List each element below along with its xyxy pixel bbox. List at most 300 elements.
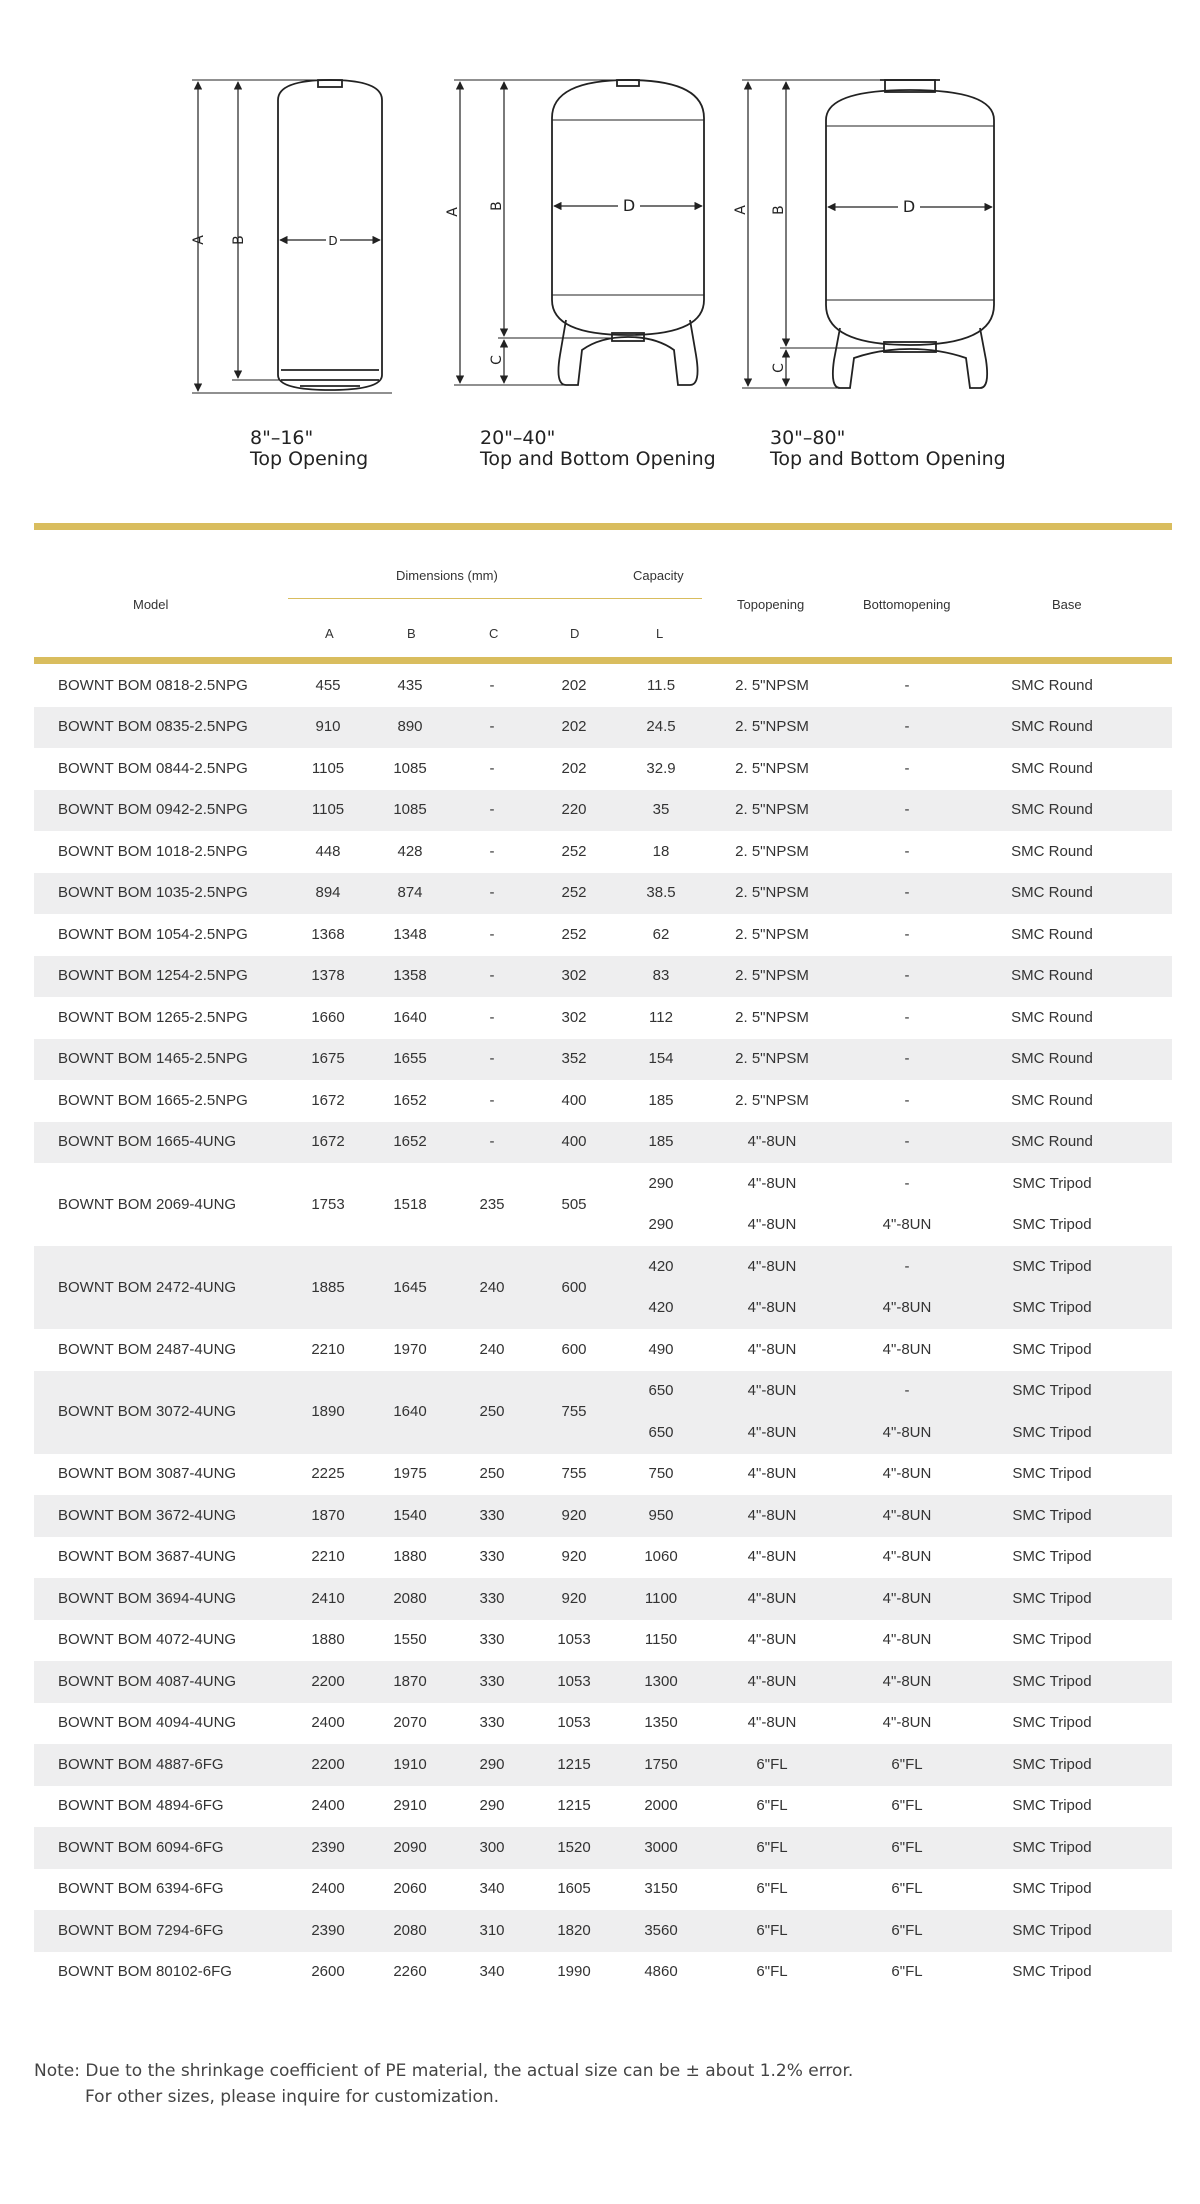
cell-c: 240	[479, 1340, 505, 1358]
cell-d: 755	[561, 1403, 587, 1420]
cell-a: 2390	[311, 1838, 345, 1856]
cell-bottomopening: 4"-8UN	[882, 1506, 932, 1524]
cell-model: BOWNT BOM 1265-2.5NPG	[58, 1008, 248, 1026]
cell-model: BOWNT BOM 6094-6FG	[58, 1838, 224, 1856]
cell-capacity: 62	[652, 925, 670, 943]
cell-d: 1215	[557, 1797, 591, 1815]
tank-top-opening-drawing	[192, 80, 392, 393]
cell-capacity: 3150	[644, 1880, 678, 1898]
cell-bottomopening: 4"-8UN	[882, 1672, 932, 1690]
caption-opening: Top and Bottom Opening	[770, 448, 1006, 470]
cell-model: BOWNT BOM 3694-4UNG	[58, 1589, 237, 1607]
cell-c: -	[489, 718, 495, 736]
cell-c: 340	[479, 1963, 505, 1981]
table-row	[34, 1952, 1172, 1994]
cell-b: 428	[397, 842, 423, 860]
cell-b: 1540	[393, 1506, 427, 1524]
cell-model: BOWNT BOM 0844-2.5NPG	[58, 759, 248, 777]
cell-capacity: 950	[648, 1506, 674, 1524]
cell-capacity: 650	[648, 1423, 674, 1441]
cell-d: 755	[561, 1465, 587, 1483]
header-group-divider	[288, 598, 702, 599]
caption-size: 8"–16"	[250, 427, 314, 449]
table-row	[34, 748, 1172, 790]
cell-model: BOWNT BOM 4094-4UNG	[58, 1714, 237, 1732]
cell-bottomopening: -	[904, 967, 910, 985]
cell-base: SMC Tripod	[1012, 1216, 1092, 1234]
cell-topopening: 4"-8UN	[747, 1465, 797, 1483]
cell-a: 2200	[311, 1672, 345, 1690]
cell-topopening: 4"-8UN	[747, 1506, 797, 1524]
cell-topopening: 2. 5"NPSM	[735, 1091, 809, 1109]
cell-c: 330	[479, 1589, 505, 1607]
cell-model: BOWNT BOM 0942-2.5NPG	[58, 801, 248, 819]
cell-model: BOWNT BOM 4087-4UNG	[58, 1672, 237, 1690]
cell-c: 330	[479, 1548, 505, 1566]
cell-topopening: 2. 5"NPSM	[735, 759, 809, 777]
cell-topopening: 4"-8UN	[747, 1631, 797, 1649]
cell-capacity: 83	[652, 967, 670, 985]
tank-top-bottom-opening-drawing	[454, 80, 704, 385]
cell-a: 455	[315, 676, 341, 694]
header-topopening: Topopening	[737, 597, 805, 612]
cell-topopening: 4"-8UN	[747, 1672, 797, 1690]
cell-d: 600	[561, 1278, 587, 1296]
cell-d: 252	[561, 884, 587, 902]
footnote-line-2: For other sizes, please inquire for customization.	[85, 2087, 500, 2107]
cell-c: 340	[479, 1880, 505, 1898]
cell-c: 235	[479, 1195, 505, 1213]
cell-base: SMC Round	[1011, 842, 1093, 860]
cell-b: 435	[397, 676, 423, 694]
cell-a: 1880	[311, 1631, 345, 1649]
cell-d: 1520	[557, 1838, 591, 1856]
cell-capacity: 290	[648, 1216, 674, 1234]
cell-topopening: 2. 5"NPSM	[735, 884, 809, 902]
cell-bottomopening: 6"FL	[891, 1880, 923, 1898]
header-top-divider	[34, 523, 1172, 530]
cell-bottomopening: -	[904, 842, 910, 860]
cell-topopening: 2. 5"NPSM	[735, 801, 809, 819]
cell-d: 202	[561, 676, 587, 694]
cell-d: 600	[561, 1340, 587, 1358]
cell-a: 2400	[311, 1714, 345, 1732]
cell-topopening: 2. 5"NPSM	[735, 1008, 809, 1026]
cell-b: 1358	[393, 967, 427, 985]
cell-d: 1053	[557, 1714, 591, 1732]
cell-capacity: 185	[648, 1133, 674, 1151]
cell-c: 250	[479, 1403, 505, 1420]
cell-a: 1672	[311, 1091, 345, 1109]
tank-diagrams	[0, 0, 1200, 500]
cell-capacity: 38.5	[646, 884, 676, 902]
cell-base: SMC Tripod	[1012, 1880, 1092, 1898]
cell-bottomopening: 6"FL	[891, 1797, 923, 1815]
cell-capacity: 154	[648, 1050, 674, 1068]
cell-topopening: 2. 5"NPSM	[735, 718, 809, 736]
cell-base: SMC Round	[1011, 718, 1093, 736]
table-row	[34, 997, 1172, 1039]
cell-capacity: 185	[648, 1091, 674, 1109]
cell-a: 2200	[311, 1755, 345, 1773]
cell-d: 1215	[557, 1755, 591, 1773]
cell-model: BOWNT BOM 80102-6FG	[58, 1963, 232, 1981]
cell-topopening: 6"FL	[756, 1797, 788, 1815]
caption-size: 30"–80"	[770, 427, 846, 449]
header-l: L	[656, 626, 664, 641]
cell-capacity: 290	[648, 1174, 674, 1192]
table-row	[34, 1827, 1172, 1869]
cell-model: BOWNT BOM 7294-6FG	[58, 1921, 224, 1939]
cell-base: SMC Round	[1011, 1008, 1093, 1026]
dim-label-a-1: A	[191, 235, 207, 245]
cell-a: 1660	[311, 1008, 345, 1026]
table-row	[34, 1371, 1172, 1454]
cell-d: 352	[561, 1050, 587, 1068]
cell-topopening: 4"-8UN	[747, 1423, 797, 1441]
cell-c: 290	[479, 1797, 505, 1815]
table-row	[34, 1454, 1172, 1496]
cell-model: BOWNT BOM 3687-4UNG	[58, 1548, 237, 1566]
table-row	[34, 665, 1172, 707]
header-capacity: Capacity	[633, 568, 684, 583]
cell-b: 1652	[393, 1133, 427, 1151]
cell-base: SMC Tripod	[1012, 1548, 1092, 1566]
cell-c: 250	[479, 1465, 505, 1483]
footnote	[34, 2058, 853, 2110]
cell-base: SMC Round	[1011, 884, 1093, 902]
cell-c: -	[489, 1050, 495, 1068]
caption-top-bottom-opening	[480, 428, 716, 470]
cell-d: 920	[561, 1548, 587, 1566]
table-row	[34, 1869, 1172, 1911]
cell-d: 252	[561, 842, 587, 860]
cell-capacity: 32.9	[646, 759, 676, 777]
cell-bottomopening: -	[904, 1008, 910, 1026]
cell-base: SMC Tripod	[1012, 1174, 1092, 1192]
dim-label-d-3: D	[902, 197, 916, 216]
dim-label-d-2: D	[622, 196, 636, 215]
table-row	[34, 1910, 1172, 1952]
cell-c: 290	[479, 1755, 505, 1773]
cell-a: 2210	[311, 1340, 345, 1358]
cell-capacity: 2000	[644, 1797, 678, 1815]
cell-bottomopening: -	[904, 925, 910, 943]
table-row	[34, 1163, 1172, 1246]
table-row	[34, 1620, 1172, 1662]
cell-capacity: 1350	[644, 1714, 678, 1732]
cell-model: BOWNT BOM 2069-4UNG	[58, 1195, 237, 1213]
dim-label-c-3: C	[771, 363, 787, 373]
cell-capacity: 4860	[644, 1963, 678, 1981]
table-row	[34, 1039, 1172, 1081]
cell-a: 1753	[311, 1195, 345, 1213]
cell-base: SMC Round	[1011, 676, 1093, 694]
cell-capacity: 490	[648, 1340, 674, 1358]
table-row	[34, 1122, 1172, 1164]
cell-capacity: 1750	[644, 1755, 678, 1773]
cell-bottomopening: 4"-8UN	[882, 1714, 932, 1732]
cell-c: 300	[479, 1838, 505, 1856]
cell-b: 1550	[393, 1631, 427, 1649]
cell-capacity: 35	[652, 801, 670, 819]
cell-model: BOWNT BOM 1665-4UNG	[58, 1133, 237, 1151]
cell-base: SMC Tripod	[1012, 1963, 1092, 1981]
cell-b: 1085	[393, 759, 427, 777]
cell-d: 202	[561, 718, 587, 736]
cell-bottomopening: 4"-8UN	[882, 1465, 932, 1483]
cell-model: BOWNT BOM 2472-4UNG	[58, 1278, 237, 1296]
cell-c: -	[489, 1133, 495, 1151]
cell-c: -	[489, 884, 495, 902]
cell-model: BOWNT BOM 0818-2.5NPG	[58, 676, 248, 694]
cell-base: SMC Tripod	[1012, 1506, 1092, 1524]
cell-topopening: 4"-8UN	[747, 1133, 797, 1151]
cell-bottomopening: 6"FL	[891, 1921, 923, 1939]
cell-topopening: 6"FL	[756, 1755, 788, 1773]
cell-topopening: 2. 5"NPSM	[735, 925, 809, 943]
cell-d: 220	[561, 801, 587, 819]
cell-d: 1053	[557, 1631, 591, 1649]
cell-topopening: 2. 5"NPSM	[735, 1050, 809, 1068]
cell-capacity: 18	[652, 842, 670, 860]
header-a: A	[325, 626, 334, 641]
dim-label-d-1: D	[328, 234, 338, 248]
cell-capacity: 750	[648, 1465, 674, 1483]
table-row	[34, 1246, 1172, 1329]
cell-base: SMC Tripod	[1012, 1465, 1092, 1483]
cell-d: 920	[561, 1506, 587, 1524]
cell-a: 1885	[311, 1278, 345, 1296]
cell-a: 1672	[311, 1133, 345, 1151]
cell-bottomopening: 6"FL	[891, 1838, 923, 1856]
cell-topopening: 2. 5"NPSM	[735, 842, 809, 860]
cell-topopening: 6"FL	[756, 1921, 788, 1939]
tank-top-bottom-opening-large-drawing	[742, 80, 994, 388]
cell-a: 1675	[311, 1050, 345, 1068]
table-row	[34, 1578, 1172, 1620]
cell-a: 1105	[311, 801, 345, 819]
cell-bottomopening: 4"-8UN	[882, 1216, 932, 1234]
table-row	[34, 1744, 1172, 1786]
cell-d: 252	[561, 925, 587, 943]
table-row	[34, 831, 1172, 873]
cell-capacity: 1150	[644, 1631, 678, 1649]
cell-topopening: 4"-8UN	[747, 1216, 797, 1234]
cell-a: 2600	[311, 1963, 345, 1981]
table-row	[34, 1661, 1172, 1703]
cell-topopening: 4"-8UN	[747, 1174, 797, 1192]
dim-label-a-2: A	[445, 207, 461, 217]
cell-capacity: 112	[649, 1008, 673, 1026]
header-base: Base	[1052, 597, 1082, 612]
cell-bottomopening: -	[904, 1091, 910, 1109]
table-row	[34, 1703, 1172, 1745]
cell-bottomopening: -	[904, 676, 910, 694]
cell-b: 1970	[393, 1340, 427, 1358]
cell-d: 1990	[557, 1963, 591, 1981]
table-row	[34, 914, 1172, 956]
cell-capacity: 24.5	[646, 718, 676, 736]
cell-base: SMC Tripod	[1012, 1797, 1092, 1815]
spec-table-body	[34, 665, 1172, 1993]
cell-bottomopening: 4"-8UN	[882, 1589, 932, 1607]
cell-a: 2225	[311, 1465, 345, 1483]
header-bottom-divider	[34, 657, 1172, 664]
caption-opening: Top Opening	[250, 448, 369, 470]
cell-capacity: 420	[648, 1299, 674, 1317]
cell-b: 2070	[393, 1714, 427, 1732]
cell-model: BOWNT BOM 4072-4UNG	[58, 1631, 237, 1649]
cell-model: BOWNT BOM 0835-2.5NPG	[58, 718, 248, 736]
cell-a: 1368	[311, 925, 345, 943]
cell-c: -	[489, 801, 495, 819]
cell-bottomopening: -	[904, 759, 910, 777]
cell-base: SMC Tripod	[1012, 1257, 1092, 1275]
table-row	[34, 1786, 1172, 1828]
cell-b: 874	[397, 884, 423, 902]
cell-a: 1378	[311, 967, 345, 985]
cell-model: BOWNT BOM 1665-2.5NPG	[58, 1091, 248, 1109]
cell-bottomopening: 6"FL	[891, 1755, 923, 1773]
cell-b: 1870	[393, 1672, 427, 1690]
footnote-line-1: Note: Due to the shrinkage coefficient of PE material, the actual size can be ± about 1.2% error.	[34, 2061, 854, 2081]
cell-b: 1348	[393, 925, 427, 943]
cell-base: SMC Tripod	[1012, 1631, 1092, 1649]
cell-a: 2400	[311, 1880, 345, 1898]
cell-model: BOWNT BOM 3087-4UNG	[58, 1465, 237, 1483]
cell-d: 1605	[557, 1880, 591, 1898]
table-row	[34, 790, 1172, 832]
cell-base: SMC Tripod	[1012, 1838, 1092, 1856]
cell-a: 2390	[311, 1921, 345, 1939]
cell-model: BOWNT BOM 1254-2.5NPG	[58, 967, 248, 985]
cell-a: 1890	[311, 1403, 345, 1420]
dim-label-a-3: A	[733, 205, 749, 215]
header-dimensions: Dimensions (mm)	[396, 568, 498, 583]
cell-b: 1640	[393, 1008, 427, 1026]
cell-a: 2210	[311, 1548, 345, 1566]
cell-model: BOWNT BOM 1465-2.5NPG	[58, 1050, 248, 1068]
caption-top-bottom-opening-large	[770, 428, 1006, 470]
cell-b: 2260	[393, 1963, 427, 1981]
cell-bottomopening: 4"-8UN	[882, 1299, 932, 1317]
cell-a: 1105	[311, 759, 345, 777]
header-d: D	[570, 626, 580, 641]
cell-base: SMC Round	[1011, 1050, 1093, 1068]
header-bottomopening: Bottomopening	[863, 597, 951, 612]
cell-base: SMC Round	[1011, 1133, 1093, 1151]
cell-c: -	[489, 967, 495, 985]
caption-top-opening	[250, 428, 368, 470]
cell-b: 1645	[393, 1278, 427, 1296]
cell-capacity: 3560	[644, 1921, 678, 1939]
cell-b: 2090	[393, 1838, 427, 1856]
cell-bottomopening: -	[904, 1382, 910, 1400]
cell-model: BOWNT BOM 1054-2.5NPG	[58, 925, 248, 943]
table-row	[34, 707, 1172, 749]
table-row	[34, 1537, 1172, 1579]
cell-topopening: 2. 5"NPSM	[735, 967, 809, 985]
cell-b: 1085	[393, 801, 427, 819]
caption-opening: Top and Bottom Opening	[480, 448, 716, 470]
cell-d: 505	[561, 1195, 587, 1213]
header-model: Model	[133, 597, 169, 612]
cell-capacity: 420	[648, 1257, 674, 1275]
cell-c: -	[489, 1008, 495, 1026]
cell-model: BOWNT BOM 3072-4UNG	[58, 1403, 237, 1420]
cell-bottomopening: 6"FL	[891, 1963, 923, 1981]
cell-d: 1820	[557, 1921, 591, 1939]
cell-b: 2080	[393, 1921, 427, 1939]
cell-d: 400	[561, 1091, 587, 1109]
cell-model: BOWNT BOM 4894-6FG	[58, 1797, 224, 1815]
table-row	[34, 1329, 1172, 1371]
dim-label-b-3: B	[771, 205, 787, 215]
cell-topopening: 4"-8UN	[747, 1299, 797, 1317]
cell-base: SMC Tripod	[1012, 1755, 1092, 1773]
dim-label-b-2: B	[489, 201, 505, 211]
cell-b: 1880	[393, 1548, 427, 1566]
cell-c: -	[489, 676, 495, 694]
cell-model: BOWNT BOM 1018-2.5NPG	[58, 842, 248, 860]
table-row	[34, 1080, 1172, 1122]
cell-topopening: 4"-8UN	[747, 1714, 797, 1732]
cell-b: 2910	[393, 1797, 427, 1815]
cell-topopening: 6"FL	[756, 1963, 788, 1981]
cell-bottomopening: -	[904, 1257, 910, 1275]
cell-capacity: 11.5	[646, 676, 676, 694]
cell-a: 2410	[311, 1589, 345, 1607]
dim-label-c-2: C	[489, 355, 505, 365]
cell-bottomopening: 4"-8UN	[882, 1423, 932, 1441]
cell-bottomopening: 4"-8UN	[882, 1548, 932, 1566]
cell-topopening: 4"-8UN	[747, 1382, 797, 1400]
cell-c: 330	[479, 1672, 505, 1690]
cell-c: -	[489, 925, 495, 943]
cell-base: SMC Round	[1011, 925, 1093, 943]
cell-d: 302	[561, 967, 587, 985]
cell-base: SMC Tripod	[1012, 1423, 1092, 1441]
cell-a: 910	[315, 718, 341, 736]
cell-c: 330	[479, 1506, 505, 1524]
cell-bottomopening: 4"-8UN	[882, 1340, 932, 1358]
cell-base: SMC Tripod	[1012, 1382, 1092, 1400]
cell-base: SMC Round	[1011, 1091, 1093, 1109]
cell-base: SMC Round	[1011, 759, 1093, 777]
cell-d: 400	[561, 1133, 587, 1151]
cell-capacity: 1300	[644, 1672, 678, 1690]
table-row	[34, 873, 1172, 915]
cell-a: 894	[315, 884, 341, 902]
cell-topopening: 4"-8UN	[747, 1340, 797, 1358]
cell-base: SMC Tripod	[1012, 1714, 1092, 1732]
cell-c: 240	[479, 1278, 505, 1296]
cell-c: 330	[479, 1714, 505, 1732]
cell-topopening: 6"FL	[756, 1838, 788, 1856]
cell-base: SMC Round	[1011, 967, 1093, 985]
cell-c: 330	[479, 1631, 505, 1649]
cell-c: -	[489, 842, 495, 860]
cell-bottomopening: -	[904, 1133, 910, 1151]
cell-base: SMC Tripod	[1012, 1921, 1092, 1939]
cell-model: BOWNT BOM 1035-2.5NPG	[58, 884, 248, 902]
cell-model: BOWNT BOM 3672-4UNG	[58, 1506, 237, 1524]
tank-diagrams-svg	[0, 0, 1200, 500]
cell-model: BOWNT BOM 2487-4UNG	[58, 1340, 237, 1358]
cell-base: SMC Round	[1011, 801, 1093, 819]
cell-bottomopening: -	[904, 1050, 910, 1068]
